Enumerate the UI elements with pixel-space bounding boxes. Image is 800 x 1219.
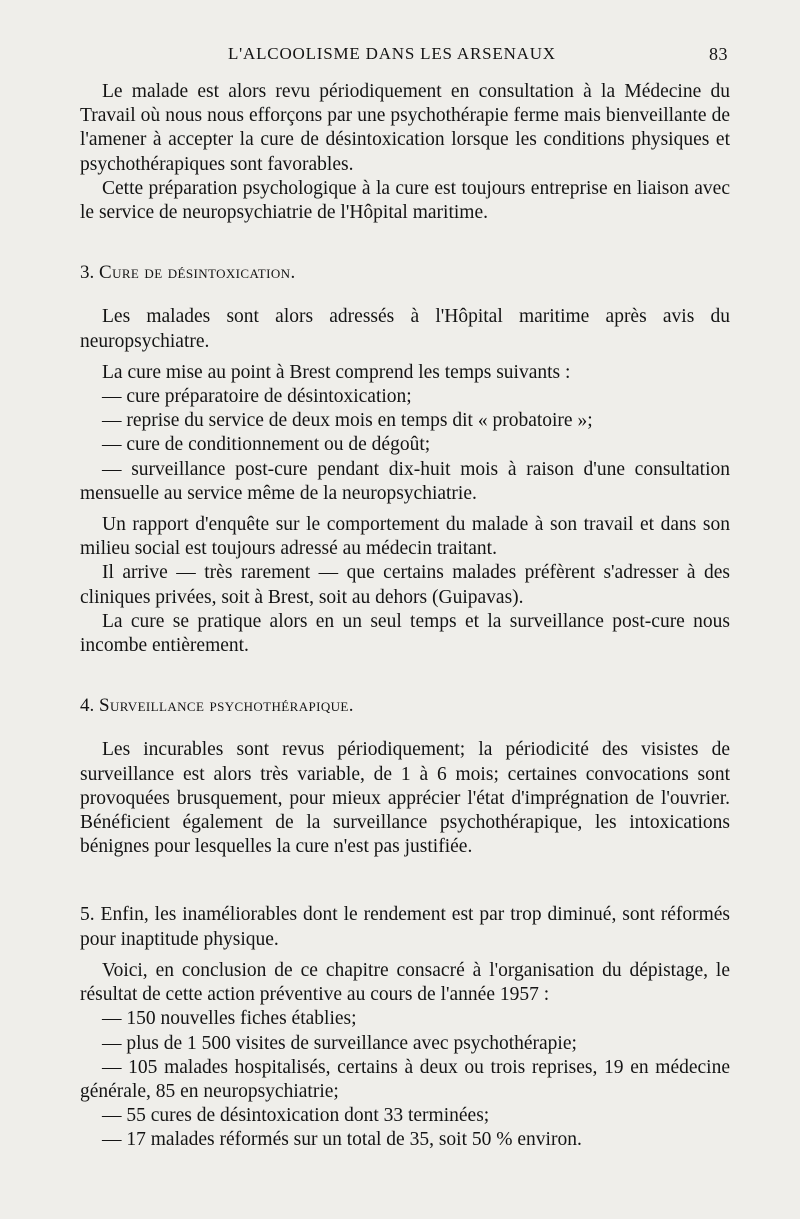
list-item: — cure de conditionnement ou de dégoût; [102, 434, 431, 456]
paragraph: Le malade est alors revu périodiquement en consultation à la Médecine du Travail où nous nous efforçons par une psychothérapie ferme mais bienveillante de l'amener à accepter la cure de désintoxication lorsque les conditions physiques et psychothérapiques sont favorables. [80, 81, 730, 175]
paragraph: Voici, en conclusion de ce chapitre consacré à l'organisation du dépistage, le résultat de cette action préventive au cours de l'année 1957 : [80, 959, 730, 1006]
section-heading [80, 261, 730, 285]
list-item: — 17 malades réformés sur un total de 35, soit 50 % environ. [102, 1129, 582, 1151]
list-item: — 55 cures de désintoxication dont 33 terminées; [102, 1105, 490, 1127]
list-item: — surveillance post-cure pendant dix-huit mois à raison d'une consultation mensuelle au service même de la neuropsychiatrie. [80, 458, 730, 504]
paragraph: La cure mise au point à Brest comprend les temps suivants : [102, 361, 571, 383]
list-item: — reprise du service de deux mois en temps dit « probatoire »; [102, 410, 593, 432]
paragraph: Les malades sont alors adressés à l'Hôpital maritime après avis du neuropsychiatre. [80, 306, 730, 352]
section-number: 3. [80, 262, 95, 284]
paragraph: Cette préparation psychologique à la cure est toujours entreprise en liaison avec le service de neuropsychiatrie de l'Hôpital maritime. [80, 177, 730, 224]
page-number: 83 [709, 44, 728, 64]
paragraph: Il arrive — très rarement — que certains malades préfèrent s'adresser à des cliniques privées, soit à Brest, soit au dehors (Guipavas). [80, 562, 730, 608]
paragraph: 5. Enfin, les inaméliorables dont le rendement est par trop diminué, sont réformés pour inaptitude physique. [80, 904, 730, 950]
running-title: L'ALCOOLISME DANS LES ARSENAUX [228, 44, 556, 63]
section-heading [80, 694, 730, 718]
list-item: — cure préparatoire de désintoxication; [102, 386, 412, 408]
page-header [78, 44, 728, 74]
section-title: Cure de désintoxication. [99, 262, 296, 284]
paragraph: La cure se pratique alors en un seul temps et la surveillance post-cure nous incombe entièrement. [80, 610, 730, 657]
page-body [80, 80, 730, 1153]
paragraph: Les incurables sont revus périodiquement; la périodicité des visistes de surveillance est alors très variable, de 1 à 6 mois; certaines convocations sont provoquées brusquement, pour mieux apprécier l'état d'imprégnation de l'ouvrier. Bénéficient également de la surveillance psychothérapique, les intoxications bénignes pour lesquelles la cure n'est pas justifiée. [80, 739, 730, 858]
list-item: — 150 nouvelles fiches établies; [102, 1008, 357, 1030]
list-item: — 105 malades hospitalisés, certains à deux ou trois reprises, 19 en médecine générale, 85 en neuropsychiatrie; [80, 1056, 730, 1102]
section-title: Surveillance psychothérapique. [99, 695, 354, 717]
paragraph: Un rapport d'enquête sur le comportement du malade à son travail et dans son milieu social est toujours adressé au médecin traitant. [80, 514, 730, 560]
list-item: — plus de 1 500 visites de surveillance avec psychothérapie; [102, 1032, 577, 1054]
section-number: 4. [80, 695, 95, 717]
